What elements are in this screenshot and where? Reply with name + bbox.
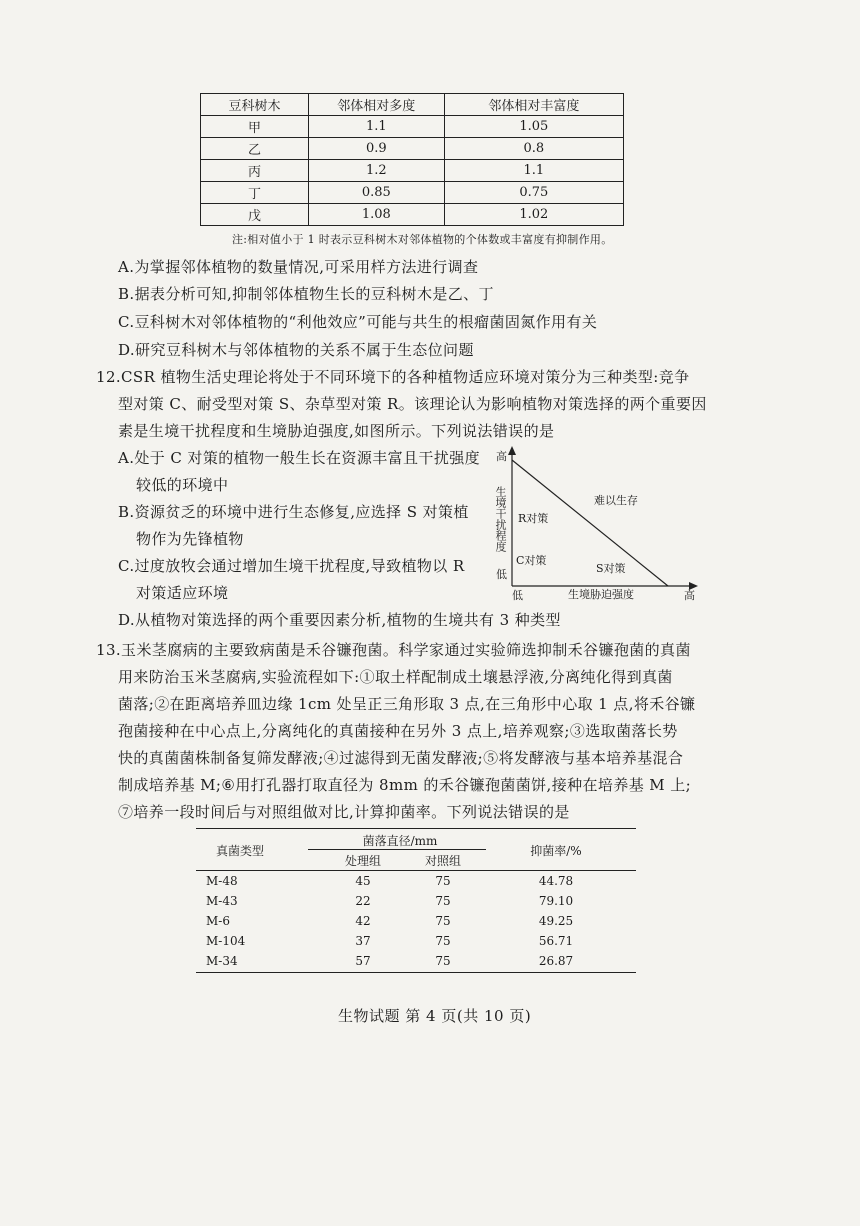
table-cell: 乙 — [201, 138, 309, 160]
q12-stem: 素是生境干扰程度和生境胁迫强度,如图所示。下列说法错误的是 — [118, 422, 555, 440]
table-cell: 1.05 — [444, 116, 623, 138]
table-header: 抑菌率/% — [530, 844, 582, 858]
x-axis-label: 生境胁迫强度 — [568, 588, 634, 601]
y-axis-label: 生境干扰程度 — [494, 486, 507, 552]
table-cell: 1.08 — [308, 204, 444, 226]
table-cell: 22 — [355, 894, 371, 908]
table-cell: 57 — [355, 954, 371, 968]
table-note: 注:相对值小于 1 时表示豆科树木对邻体植物的个体数或丰富度有抑制作用。 — [232, 233, 613, 246]
table-cell: 75 — [435, 874, 451, 888]
table-cell: 丙 — [201, 160, 309, 182]
table-cell: 42 — [355, 914, 371, 928]
table-header: 邻体相对丰富度 — [444, 94, 623, 116]
y-high-label: 高 — [496, 450, 507, 463]
table-cell: 75 — [435, 954, 451, 968]
table-cell: 45 — [355, 874, 371, 888]
q11-option-c: C.豆科树木对邻体植物的“利他效应”可能与共生的根瘤菌固氮作用有关 — [118, 313, 598, 331]
table-cell: 44.78 — [538, 874, 574, 888]
region-r-label: R对策 — [518, 512, 549, 525]
table-cell: 26.87 — [538, 954, 574, 968]
table-cell: 0.75 — [444, 182, 623, 204]
table-header: 邻体相对多度 — [308, 94, 444, 116]
table-top-rule — [196, 828, 636, 829]
table-row — [196, 914, 636, 934]
q12-option-b: B.资源贫乏的环境中进行生态修复,应选择 S 对策植 — [118, 503, 469, 521]
table-row — [201, 182, 624, 204]
table-cell: 丁 — [201, 182, 309, 204]
x-high-label: 高 — [684, 589, 695, 602]
q11-option-a: A.为掌握邻体植物的数量情况,可采用样方法进行调查 — [118, 258, 479, 276]
table-cell: M-104 — [206, 934, 246, 948]
table-cell: 75 — [435, 934, 451, 948]
table-header: 豆科树木 — [201, 94, 309, 116]
q12-stem: 12.CSR 植物生活史理论将处于不同环境下的各种植物适应环境对策分为三种类型:竞争 — [96, 368, 690, 386]
table-cell: 0.9 — [308, 138, 444, 160]
table-cell: 37 — [355, 934, 371, 948]
q13-stem: ⑦培养一段时间后与对照组做对比,计算抑菌率。下列说法错误的是 — [118, 803, 570, 821]
q13-stem: 菌落;②在距离培养皿边缘 1cm 处呈正三角形取 3 点,在三角形中心取 1 点,将禾谷镰 — [118, 695, 696, 713]
table-header-rule — [196, 870, 636, 871]
q13-stem: 用来防治玉米茎腐病,实验流程如下:①取土样配制成土壤悬浮液,分离纯化得到真菌 — [118, 668, 673, 686]
table-cell: 1.1 — [444, 160, 623, 182]
q12-option-c: C.过度放牧会通过增加生境干扰程度,导致植物以 R — [118, 557, 465, 575]
region-c-label: C对策 — [516, 554, 547, 567]
table-cell: 75 — [435, 894, 451, 908]
q11-option-b: B.据表分析可知,抑制邻体植物生长的豆科树木是乙、丁 — [118, 285, 494, 303]
table-cell: 0.85 — [308, 182, 444, 204]
q12-option-d: D.从植物对策选择的两个重要因素分析,植物的生境共有 3 种类型 — [118, 611, 561, 629]
page-footer: 生物试题 第 4 页(共 10 页) — [338, 1007, 532, 1025]
table-cell: 甲 — [201, 116, 309, 138]
region-hard-label: 难以生存 — [594, 494, 638, 507]
legume-table — [200, 93, 624, 226]
table-subheader-rule — [308, 849, 486, 850]
table-header: 对照组 — [424, 854, 461, 868]
table-header: 菌落直径/mm — [362, 834, 438, 848]
y-arrow-icon — [508, 446, 516, 455]
table-row — [201, 138, 624, 160]
q12-option-a-cont: 较低的环境中 — [136, 476, 229, 494]
table-header: 处理组 — [344, 854, 381, 868]
q13-stem: 13.玉米茎腐病的主要致病菌是禾谷镰孢菌。科学家通过实验筛选抑制禾谷镰孢菌的真菌 — [96, 641, 691, 659]
table-cell: 1.2 — [308, 160, 444, 182]
table-header-row — [201, 94, 624, 116]
y-low-label: 低 — [496, 568, 507, 581]
table-cell: 49.25 — [538, 914, 574, 928]
table-cell: 1.1 — [308, 116, 444, 138]
table-row — [196, 874, 636, 894]
table-cell: 75 — [435, 914, 451, 928]
table-cell: M-48 — [206, 874, 238, 888]
q12-option-a: A.处于 C 对策的植物一般生长在资源丰富且干扰强度 — [118, 449, 481, 467]
table-cell: 79.10 — [538, 894, 574, 908]
region-s-label: S对策 — [596, 562, 626, 575]
q11-option-d: D.研究豆科树木与邻体植物的关系不属于生态位问题 — [118, 341, 474, 359]
table-cell: 56.71 — [538, 934, 574, 948]
q12-option-c-cont: 对策适应环境 — [136, 584, 229, 602]
q13-stem: 快的真菌菌株制备复筛发酵液;④过滤得到无菌发酵液;⑤将发酵液与基本培养基混合 — [118, 749, 684, 767]
x-low-label: 低 — [512, 589, 523, 602]
table-row — [201, 160, 624, 182]
table-cell: 1.02 — [444, 204, 623, 226]
table-row — [196, 934, 636, 954]
table-header: 真菌类型 — [215, 844, 264, 858]
q12-stem: 型对策 C、耐受型对策 S、杂草型对策 R。该理论认为影响植物对策选择的两个重要因 — [118, 395, 707, 413]
table-cell: M-6 — [206, 914, 230, 928]
table-cell: 0.8 — [444, 138, 623, 160]
q12-option-b-cont: 物作为先锋植物 — [136, 530, 244, 548]
table-cell: M-43 — [206, 894, 238, 908]
table-row — [201, 116, 624, 138]
table-row — [201, 204, 624, 226]
table-cell: 戊 — [201, 204, 309, 226]
table-cell: M-34 — [206, 954, 238, 968]
table-row — [196, 954, 636, 974]
table-row — [196, 894, 636, 914]
q13-stem: 孢菌接种在中心点上,分离纯化的真菌接种在另外 3 点上,培养观察;③选取菌落长势 — [118, 722, 678, 740]
csr-diagram — [486, 444, 706, 604]
q13-stem: 制成培养基 M;⑥用打孔器打取直径为 8mm 的禾谷镰孢菌菌饼,接种在培养基 M 上; — [118, 776, 692, 794]
